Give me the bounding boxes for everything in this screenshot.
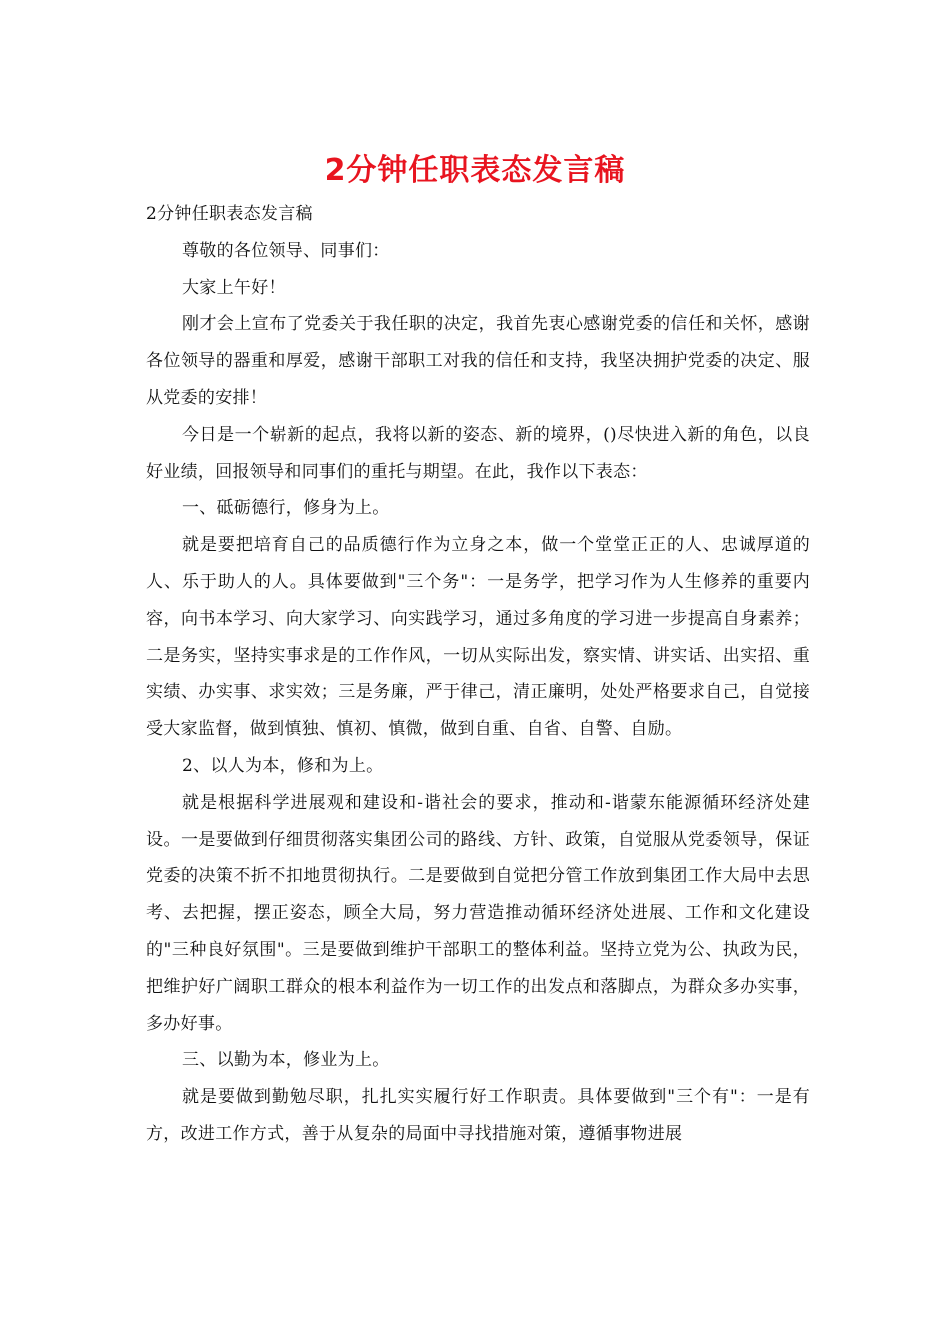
body-paragraph: 今日是一个崭新的起点，我将以新的姿态、新的境界，()尽快进入新的角色，以良好业绩，回报领导和同事们的重托与期望。在此，我作以下表态： — [146, 424, 810, 482]
greeting-line: 尊敬的各位领导、同事们： — [182, 240, 390, 261]
body-paragraph: 刚才会上宣布了党委关于我任职的决定，我首先衷心感谢党委的信任和关怀，感谢各位领导的器重和厚爱，感谢干部职工对我的信任和支持，我坚决拥护党委的决定、服从党委的安排！ — [146, 314, 810, 408]
document-title: 2分钟任职表态发言稿 — [324, 153, 626, 188]
body-paragraph: 就是要做到勤勉尽职，扎扎实实履行好工作职责。具体要做到"三个有"：一是有方，改进工作方式，善于从复杂的局面中寻找措施对策，遵循事物进展 — [146, 1087, 810, 1144]
section-heading: 三、以勤为本，修业为上。 — [182, 1050, 390, 1071]
section-heading: 2、以人为本，修和为上。 — [182, 755, 384, 776]
body-paragraph: 就是根据科学进展观和建设和-谐社会的要求，推动和-谐蒙东能源循环经济处建设。一是要做到仔细贯彻落实集团公司的路线、方针、政策，自觉服从党委领导，保证党委的决策不折不扣地贯彻执行。二是要做到自觉把分管工作放到集团工作大局中去思考、去把握，摆正姿态，顾全大局，努力营造推动循环经济处进展、工作和文化建设的"三种良好氛围"。三是要做到维护干部职工的整体利益。坚持立党为公、执政为民，把维护好广阔职工群众的根本利益作为一切工作的出发点和落脚点，为群众多办实事，多办好事。 — [146, 792, 810, 1034]
section-heading: 一、砥砺德行，修身为上。 — [182, 498, 390, 519]
salutation-line: 大家上午好！ — [182, 277, 286, 298]
document-body — [146, 196, 810, 1153]
document-subtitle: 2分钟任职表态发言稿 — [146, 204, 313, 224]
body-paragraph: 就是要把培育自己的品质德行作为立身之本，做一个堂堂正正的人、忠诚厚道的人、乐于助人的人。具体要做到"三个务"：一是务学，把学习作为人生修养的重要内容，向书本学习、向大家学习、向实践学习，通过多角度的学习进一步提高自身素养；二是务实，坚持实事求是的工作作风，一切从实际出发，察实情、讲实话、出实招、重实绩、办实事、求实效；三是务廉，严于律己，清正廉明，处处严格要求自己，自觉接受大家监督，做到慎独、慎初、慎微，做到自重、自省、自警、自励。 — [146, 535, 810, 740]
